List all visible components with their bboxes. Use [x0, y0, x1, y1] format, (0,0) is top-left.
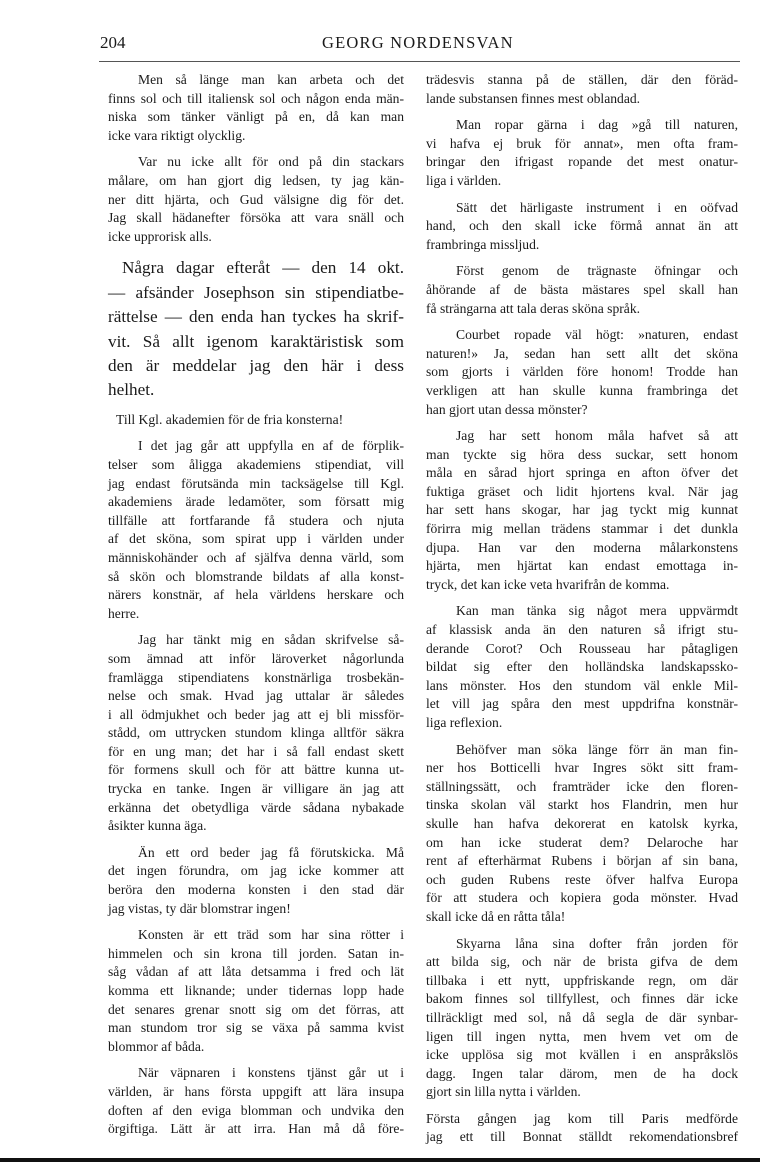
text-line: har sett hans skogar, har jag tyckt mig kunnat	[426, 502, 738, 518]
paragraph	[108, 437, 404, 623]
text-line: Behöfver man söka länge förr än man fin-	[456, 741, 738, 757]
text-line: man tyckte sig höra dess suckar, sett honom	[426, 446, 738, 462]
text-line: icke upprorisk alls.	[108, 228, 212, 244]
text-line: för en ung man; det har i så fall endast skett	[108, 743, 404, 759]
text-line: Courbet ropade väl högt: »naturen, endast	[456, 327, 738, 343]
text-line: Kan man tänka sig något mera uppvärmdt	[456, 603, 738, 619]
text-line: erkänna det obetydliga värde sådana nybakade	[108, 799, 404, 815]
text-line: liga reflexion.	[426, 715, 503, 730]
text-line: Men så länge man kan arbeta och det	[138, 72, 404, 87]
paragraph	[108, 631, 404, 836]
paragraph	[426, 71, 738, 108]
text-line: skulle han hafva dekorerat en katolsk kyrka,	[426, 815, 738, 831]
text-line: af klassisk anda än den naturen så ifrigt stu-	[426, 622, 738, 638]
text-line: derande Corot? Och Rousseau har påtagligen	[426, 640, 738, 656]
text-line: När väpnaren i konstens tjänst går ut i	[138, 1065, 404, 1081]
paragraph	[426, 326, 738, 419]
text-line: åsikter kunna äga.	[108, 818, 207, 834]
text-line: närers konstnär, af hela världens herskare och	[108, 587, 404, 603]
text-line: ligen till ingen nytta, men hvem vet om de	[426, 1028, 738, 1044]
text-line: icke upplösa sig mot kvällen i en anspråkslös	[426, 1047, 738, 1063]
header-rule	[99, 61, 740, 62]
text-line: för att studera och kopiera goda mönster. Hvad	[426, 890, 738, 906]
text-line: förirra mig mellan trädens stammar i det dunkla	[426, 521, 738, 537]
text-line: lande substansen finnes mest oblandad.	[426, 90, 641, 106]
text-line: att bilda sig, och när de brista gifva de dem	[426, 954, 738, 970]
text-line: hand, och den skall icke förmå annat än att	[426, 218, 738, 234]
text-line: jag ett till Bonnat ställdt rekomendationsbref	[426, 1129, 738, 1145]
text-line: herre.	[108, 605, 140, 621]
text-line: den är meddelar jag den här i dess	[108, 355, 404, 375]
paragraph	[108, 926, 404, 1056]
text-line: icke vara riktigt olycklig.	[108, 127, 246, 143]
text-line: Till Kgl. akademien för de fria konsterna!	[116, 411, 344, 427]
text-line: Första gången jag kom till Paris medförde	[426, 1110, 738, 1126]
paragraph	[426, 1110, 738, 1147]
text-line: rent af efterhärmat Rubens i början af sin bana,	[426, 853, 738, 869]
paragraph	[108, 1064, 404, 1138]
text-line: det ingen förundra, om jag icke kommer att	[108, 863, 404, 879]
paragraph	[426, 262, 738, 318]
text-line: i all ödmjukhet och beder jag att ej bli missför-	[108, 706, 404, 722]
text-line: för formens skull och för att bättre kunna ut-	[108, 762, 404, 778]
text-line: himmelen och sin krona till jorden. Satan in-	[108, 945, 404, 961]
text-line: djupa. Han var den moderna målarkonstens	[426, 539, 738, 555]
text-line: ner hos Botticelli hvar Ingres sökt sitt fram-	[426, 760, 738, 776]
text-line: bildat sig efter den holländska landskapssko-	[426, 659, 738, 675]
text-line: lans mönster. Hos den stundom väl enkle Mil-	[426, 677, 738, 693]
text-line: ner ditt hjärta, och Gud välsigne dig för det.	[108, 191, 404, 207]
text-line: vi hafva ej bruk för annat», men ofta fram-	[426, 135, 738, 151]
text-line: som gjorts i världen före honom! Trodde han	[426, 364, 738, 380]
text-line: såg vådan af att låta detsamma i fred och lät	[108, 964, 404, 980]
paragraph	[426, 427, 738, 594]
text-line: det senares grenar snott sig om det förras, att	[108, 1001, 404, 1017]
text-line: Jag har tänkt mig en sådan skrifvelse så-	[138, 632, 404, 648]
text-line: I det jag går att uppfylla en af de förplik-	[138, 438, 404, 454]
text-line: liga i världen.	[426, 172, 502, 188]
letter-salutation	[108, 411, 404, 430]
paragraph	[108, 844, 404, 918]
text-line: nelse och smak. Hvad jag uttalar är således	[108, 688, 404, 704]
text-line: han gjort utan dessa mönster?	[426, 401, 588, 417]
text-line: målare, om han gjort dig ledsen, ty jag kän-	[108, 172, 404, 188]
paragraph	[108, 71, 404, 145]
text-line: trycka en tanke. Ingen är villigare än jag att	[108, 781, 404, 797]
text-line: skall icke då en råtta tåla!	[426, 908, 566, 924]
text-line: framlägga stipendiatens konstnärliga trosbekän-	[108, 669, 404, 685]
right-column	[426, 71, 738, 1147]
text-line: åhörande af de bästa mästares spel skall han	[426, 281, 738, 297]
page-number: 204	[100, 33, 126, 52]
text-line: så skön och blomstrande bildats af alla konst-	[108, 568, 404, 584]
text-line: Än ett ord beder jag få förutskicka. Må	[138, 844, 404, 860]
text-line: Var nu icke allt för ond på din stackars	[138, 154, 404, 170]
text-line: Skyarna låna sina dofter från jorden för	[456, 935, 738, 951]
text-line: frambringa missljud.	[426, 236, 540, 252]
text-line: tillfälle att fortfarande få studera och njuta	[108, 512, 404, 528]
text-line: bakom finnes sol tillfyllest, och finnes där icke	[426, 991, 738, 1007]
text-line: af det sköna, som spirat upp i världen under	[108, 531, 404, 547]
text-line: Man ropar gärna i dag »gå till naturen,	[456, 117, 738, 133]
text-line: man stundom tror sig se växa på samma kvist	[108, 1020, 404, 1036]
text-line: akademiens ärade ledamöter, som försatt mig	[108, 494, 404, 510]
text-line: dagg. Ingen talar därom, men de ha dock	[426, 1065, 738, 1081]
text-line: som ämnad att inför läroverket någorlunda	[108, 650, 404, 666]
text-line: bringar den ifrigast ropande det mest onatur-	[426, 154, 738, 170]
text-line: let vill jag spåra den mest uppdrifna konstnär-	[426, 696, 738, 712]
text-line: tryck, det kan icke veta hvarifrån de komma.	[426, 576, 670, 592]
text-line: verkligen att han skulle kunna frambringa det	[426, 382, 738, 398]
text-line: komma ett liknande; under tidernas lopp hade	[108, 983, 404, 998]
text-line: människohänder och af själfva denna värld, som	[108, 549, 404, 565]
text-line: världen, är hans första uppgift att lära insupa	[108, 1083, 404, 1099]
text-line: helhet.	[108, 380, 155, 400]
running-title: GEORG NORDENSVAN	[322, 33, 514, 52]
text-line: Jag skall hädanefter försöka att vara snäll och	[108, 210, 404, 226]
text-line: gjort sin lilla nytta i världen.	[426, 1084, 581, 1100]
left-column	[108, 71, 404, 1139]
text-line: jag vistas, ty där blomstrar ingen!	[108, 900, 291, 916]
text-line: tillräckligt med sol, nå då segla de där synbar-	[426, 1009, 738, 1025]
text-line: Först genom de trägnaste öfningar och	[456, 263, 738, 279]
paragraph	[426, 935, 738, 1102]
text-line: hjärta, men hjärtat kan endast emottaga in-	[426, 558, 738, 574]
text-line: om han icke studerat dem? Delaroche har	[426, 834, 738, 850]
text-line: tillbaka i ett nytt, uppfriskande regn, om där	[426, 972, 738, 988]
text-line: Jag har sett honom måla hafvet så att	[456, 428, 738, 444]
paragraph	[426, 741, 738, 927]
text-line: ställningssätt, och framträder icke den floren-	[426, 778, 738, 794]
text-line: Några dagar efteråt — den 14 okt.	[122, 258, 404, 278]
section-intro	[108, 256, 404, 402]
paragraph	[426, 116, 738, 190]
text-line: niska som tänker vänligt på en, då kan man	[108, 109, 404, 125]
text-line: stådd, om uttrycken stundom klinga alltför säkra	[108, 725, 404, 741]
text-line: telser som åligga akademiens stipendiat, vill	[108, 456, 404, 472]
paragraph	[426, 199, 738, 255]
text-line: trädesvis stanna på de ställen, där den föräd-	[426, 72, 738, 87]
text-line: fuktiga gräset och lidit hjortens kval. När jag	[426, 483, 738, 499]
text-line: doften af den eviga blomman och undvika den	[108, 1102, 404, 1118]
text-line: Konsten är ett träd som har sina rötter i	[138, 927, 404, 943]
text-line: tinska skolan väl starkt hos Flandrin, men hur	[426, 797, 738, 813]
text-line: örgiftiga. Lätt är att irra. Han må då före-	[108, 1121, 404, 1137]
paragraph	[108, 153, 404, 246]
text-line: rättelse — den enda han tyckes ha skrif-	[108, 307, 404, 327]
text-line: beröra den moderna konsten i den stad där	[108, 882, 404, 898]
paragraph	[426, 602, 738, 732]
text-line: — afsänder Josephson sin stipendiatbe-	[108, 282, 404, 302]
text-line: och guden Rubens reste öfver halfva Europa	[426, 871, 738, 887]
text-line: vit. Så allt igenom karaktäristisk som	[108, 331, 404, 351]
text-line: Sätt det härligaste instrument i en oöfvad	[456, 199, 738, 215]
text-line: måla en sårad hjort springa en afton öfver det	[426, 465, 738, 481]
text-line: finns sol och till italiensk sol och någon enda män-	[108, 90, 404, 106]
text-line: blommor af båda.	[108, 1038, 205, 1054]
text-line: få strängarna att tala deras sköna språk.	[426, 300, 641, 316]
text-line: jag endast förutsända min tacksägelse till Kgl.	[108, 475, 404, 491]
scan-edge	[0, 1158, 760, 1162]
text-line: naturen!» Ja, sedan han sett allt det sköna	[426, 345, 738, 361]
